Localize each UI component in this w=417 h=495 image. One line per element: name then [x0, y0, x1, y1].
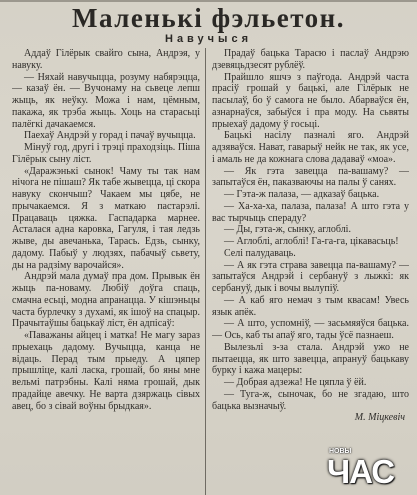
paragraph: Прадаў бацька Тарасю і паслаў Андрэю дзевяцьдзесят рублёў. — [212, 48, 409, 71]
feuilleton-heading: Маленькі фэльетон. — [72, 3, 345, 33]
paragraph: Бацькі насілу пазналі яго. Андрэй адзяваўся. Нават, гаварыў нейк не так, як усе, і амаль не да кожнага слова дадаваў «моа». — [212, 130, 409, 165]
column-divider — [205, 48, 206, 495]
paragraph: Селі палудаваць. — [224, 247, 296, 259]
paragraph: Вылезьлі з-за стала. Андрэй ужо не пытаецца, як што завецца, апрануў бацькаву бурку і кажа мацеры: — [212, 341, 409, 377]
paragraph: — А каб яго немач з тым квасам! Увесь язык апёк. — [212, 294, 409, 318]
paragraph: — Ды, гэта-ж, сынку, аглоблі. — [224, 224, 351, 236]
page-top-edge — [0, 0, 417, 2]
paragraph: — А што, успомніў, — засьмяяўся бацька. — Ось, каб ты апаў яго, тады ўсё пазнаеш. — [212, 318, 409, 341]
watermark-logo — [327, 448, 411, 492]
author-signature: М. Міцкевіч — [354, 412, 405, 424]
paragraph: — Добрая адзежа! Не цяпла ў ёй. — [224, 377, 367, 388]
paragraph: — Няхай навучыцца, розуму набярэцца, — казаў ён. — Вучонаму на сьвеце лепш жыць, як неўку. Можа і нам, цёмным, пакажа, як трэба жыць. Хоць на старасьці палёгкі дачакаемся. — [12, 71, 200, 130]
paragraph: — А як гэта страва завецца па-вашаму? — запытаўся Андрэй і сербануў з лыжкі: як сербануў, дык і вочы вылупіў. — [212, 259, 409, 294]
paragraph: — Як гэта завецца па-вашаму? — запытаўся ён, паказваючы на палы ў санях. — [212, 165, 409, 189]
paragraph: Мінуў год, другі і трэці праходзіць. Піша Гілёрык сыну ліст. — [12, 142, 200, 165]
paragraph: — Аглоблі, аглоблі! Га-га-га, цікавасьць! — [224, 236, 399, 247]
paragraph: — Ха-ха-ха, палаза, палаза! А што гэта у вас тырчыць спераду? — [212, 200, 409, 224]
paragraph: Андрэй мала думаў пра дом. Прывык ён жыць па-новаму. Любіў доўга спаць, смачна есьці, модна апранацца. У кішэньцы часта бурлечку з духамі, як ішоў на спацыр. Прачытаўшы бацькаў ліст, ён адпісаў: — [12, 271, 200, 330]
story-title: Навучыся — [165, 33, 252, 45]
paragraph: Паехаў Андрэй у горад і пачаў вучыцца. — [24, 130, 196, 142]
paragraph: «Даражэнькі сынок! Чаму ты так нам нічога не пішаш? Як табе жывецца, ці скора навуку скончыш? Чакаем мы цябе, не прычакаемся. Я з маткаю пастарэлі. Працаваць цяжка. Гаспадарка марнее. Асталася адна каровка, Гагуля, і тая ледзь жыве, ды авечанька, Тарась. Едзь, сынку, дадому. Пабыў у людзях, пабачыў сьвету, ды на радзіму варочайся». — [12, 165, 200, 271]
paragraph: — Туга-ж, сыночак, бо не згадаю, што бацька вызначыў. — [212, 388, 409, 412]
right-column — [212, 48, 409, 493]
watermark-main-text: ЧАС — [327, 453, 395, 490]
watermark-top-text: НОВЫ — [329, 448, 352, 455]
left-column — [12, 48, 200, 493]
paragraph: Аддаў Гілёрык свайго сына, Андрэя, у навуку. — [12, 48, 200, 71]
paragraph: «Паважаны айцец і матка! Не магу зараз прыехаць дадому. Вучыцца, канца не відаць. Перад тым прыеду. А цяпер прышліце, калі ласка, грошай, бо яны мне вельмі патрэбны. Калі няма грошай, дык прадайце авечку. Не варта дзяржаць сівых авец, бо з сівай воўны брыдкая». — [12, 330, 200, 412]
paragraph: — Гэта-ж палаза, — адказаў бацька. — [224, 189, 380, 200]
paragraph: Прайшло яшчэ з паўгода. Андрэй часта прасіў грошай у бацькі, але Гілёрык не пасылаў, бо ў самога не было. Абарваўся ён, азнарнаўся, забыўся і пра моду. На сьвяты прыехаў дадому ў госьці. — [212, 71, 409, 130]
